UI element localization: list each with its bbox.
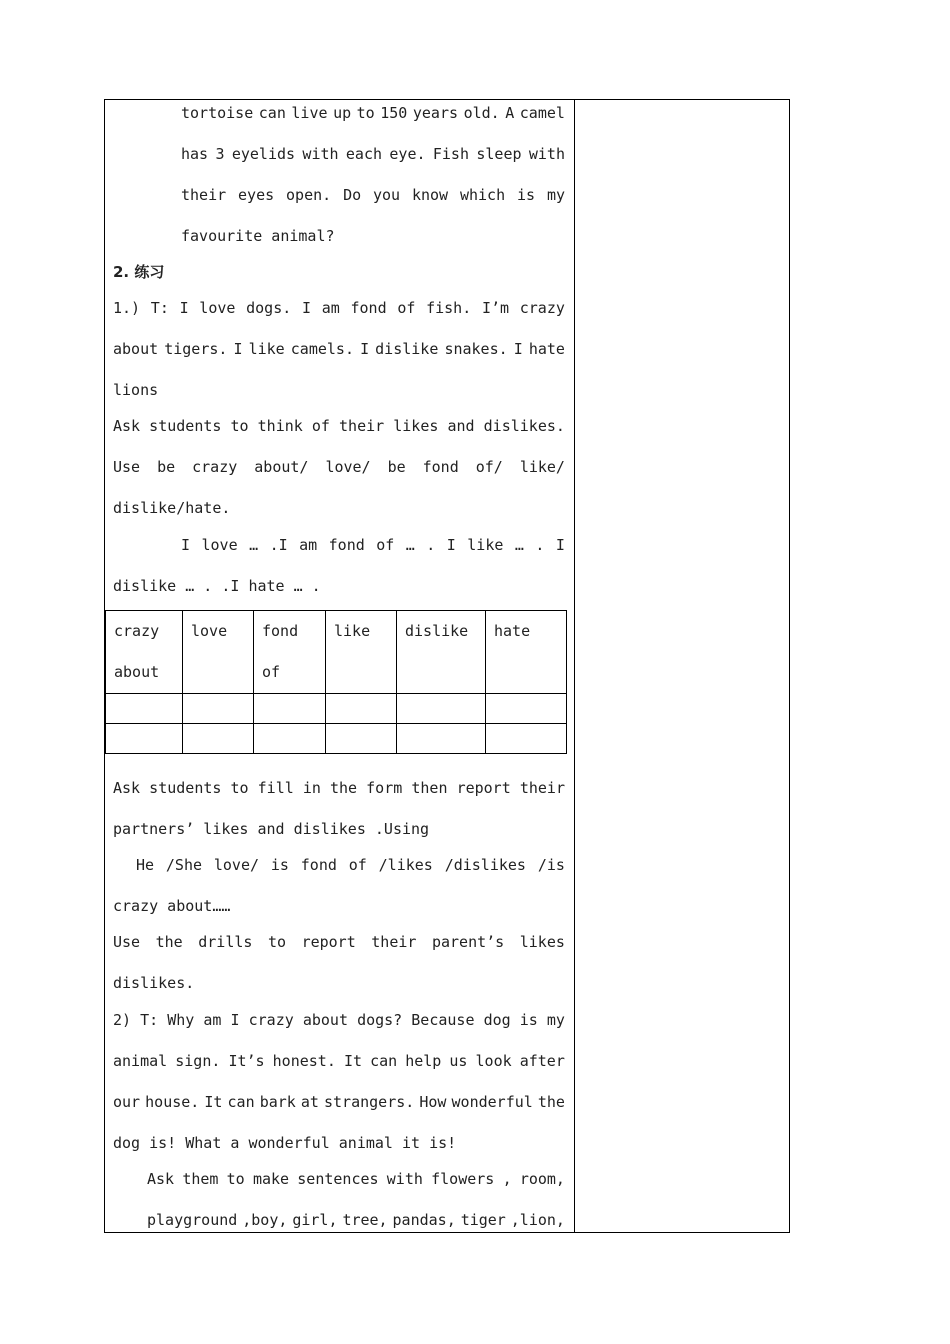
word: .: [535, 536, 545, 554]
word: I: [181, 536, 191, 554]
word: look: [475, 1052, 512, 1070]
word: fond: [350, 299, 387, 317]
word: eye.: [389, 145, 426, 163]
word: fill: [257, 779, 294, 797]
word: which: [459, 186, 506, 204]
word: I: [233, 340, 243, 358]
word: their: [339, 417, 385, 435]
word: I: [360, 340, 370, 358]
word: drills: [198, 933, 253, 951]
word: can: [227, 1093, 255, 1111]
table-cell: [326, 694, 397, 724]
word: Because: [411, 1011, 475, 1029]
table-cell: [486, 724, 567, 754]
part2-line: [113, 1052, 565, 1070]
word: with: [528, 145, 565, 163]
word: animal: [113, 1052, 168, 1070]
word: about/: [254, 458, 309, 476]
word: be: [157, 458, 176, 476]
word: 150: [380, 104, 408, 122]
word: honest.: [272, 1052, 336, 1070]
table-cell: [397, 694, 486, 724]
word: tortoise: [181, 104, 254, 122]
word: of: [311, 417, 330, 435]
word: dogs?: [357, 1011, 403, 1029]
word: like/: [519, 458, 565, 476]
word: It’s: [228, 1052, 265, 1070]
word: fond: [300, 856, 337, 874]
part1-line: [113, 417, 565, 435]
word: their: [519, 779, 565, 797]
word: love/: [213, 856, 260, 874]
word: ,: [502, 1170, 512, 1188]
word: room,: [519, 1170, 565, 1188]
likes-table: [105, 610, 567, 754]
part1-line: [113, 299, 565, 317]
word: and: [447, 417, 475, 435]
word: likes: [393, 417, 439, 435]
word: pandas,: [392, 1211, 456, 1229]
word: dislike: [375, 340, 439, 358]
word: is: [519, 1011, 538, 1029]
word: T:: [140, 1011, 159, 1029]
word: bark: [259, 1093, 296, 1111]
word: strangers.: [324, 1093, 415, 1111]
word: live: [291, 104, 328, 122]
word: with: [386, 1170, 423, 1188]
word: fond: [328, 536, 365, 554]
word: form: [366, 779, 403, 797]
part1b-line: crazy about……: [113, 897, 231, 915]
word: can: [370, 1052, 398, 1070]
word: to: [267, 933, 287, 951]
table-header-cell: dislike: [397, 611, 486, 694]
word: 3: [215, 145, 225, 163]
word: old.: [463, 104, 500, 122]
word: fond: [422, 458, 459, 476]
table-cell: [106, 724, 183, 754]
word: He: [136, 856, 155, 874]
word: report: [301, 933, 356, 951]
word: 1.): [113, 299, 141, 317]
word: A: [505, 104, 515, 122]
word: of: [376, 536, 395, 554]
word: …: [249, 536, 259, 554]
word: open.: [286, 186, 332, 204]
word: ,boy,: [242, 1211, 288, 1229]
part1b-line: partners’ likes and dislikes .Using: [113, 820, 430, 838]
word: dislikes.: [483, 417, 565, 435]
part2-line: [113, 1011, 565, 1029]
word: playground: [147, 1211, 238, 1229]
word: my: [546, 186, 565, 204]
word: like: [248, 340, 285, 358]
part1b-line: dislikes.: [113, 974, 195, 992]
table-header-cell: like: [326, 611, 397, 694]
word: up: [333, 104, 352, 122]
table-header-cell: hate: [486, 611, 567, 694]
word: camels.: [290, 340, 354, 358]
table-header-row: [106, 611, 567, 694]
intro-line: favourite animal?: [181, 227, 335, 245]
word: to: [226, 1170, 245, 1188]
table-cell: [397, 724, 486, 754]
word: house.: [145, 1093, 200, 1111]
table-header-cell: crazy about: [106, 611, 183, 694]
word: tree,: [342, 1211, 388, 1229]
word: can: [258, 104, 286, 122]
word: my: [546, 1011, 565, 1029]
word: How: [419, 1093, 447, 1111]
word: tiger: [460, 1211, 506, 1229]
word: flowers: [431, 1170, 495, 1188]
word: am: [321, 299, 340, 317]
column-divider: [574, 99, 575, 1233]
table-row: [106, 724, 567, 754]
word: .: [426, 536, 436, 554]
table-header-cell: love: [183, 611, 254, 694]
word: I: [446, 536, 456, 554]
word: girl,: [292, 1211, 338, 1229]
word: think: [257, 417, 303, 435]
word: camel: [519, 104, 565, 122]
word: has: [181, 145, 209, 163]
word: /is: [537, 856, 565, 874]
word: …: [514, 536, 524, 554]
section-heading: 2. 练习: [113, 263, 165, 281]
word: of: [348, 856, 367, 874]
part2-line: [113, 1093, 565, 1111]
word: …: [405, 536, 415, 554]
table-cell: [486, 694, 567, 724]
word: Why: [167, 1011, 195, 1029]
word: Use: [113, 933, 141, 951]
word: is: [517, 186, 536, 204]
word: Do: [343, 186, 362, 204]
word: us: [449, 1052, 468, 1070]
word: in: [302, 779, 321, 797]
word: It: [204, 1093, 223, 1111]
word: like: [467, 536, 504, 554]
part1-line: [113, 340, 565, 358]
word: I: [179, 299, 189, 317]
intro-line: [181, 186, 565, 204]
word: I: [555, 536, 565, 554]
word: to: [230, 779, 249, 797]
part2-line: [147, 1211, 565, 1229]
word: ,lion,: [510, 1211, 565, 1229]
word: their: [181, 186, 227, 204]
word: likes: [519, 933, 565, 951]
table-cell: [183, 694, 254, 724]
table-row: [106, 694, 567, 724]
word: crazy: [192, 458, 238, 476]
word: am: [203, 1011, 222, 1029]
word: love: [199, 299, 236, 317]
table-cell: [326, 724, 397, 754]
word: the: [329, 779, 358, 797]
word: each: [345, 145, 383, 163]
word: the: [537, 1093, 565, 1111]
word: tigers.: [164, 340, 228, 358]
word: at: [300, 1093, 319, 1111]
part1-line: [113, 458, 565, 476]
part2-line: dog is! What a wonderful animal it is!: [113, 1134, 457, 1152]
word: help: [405, 1052, 442, 1070]
word: students: [149, 779, 222, 797]
word: crazy: [519, 299, 565, 317]
word: know: [411, 186, 449, 204]
word: hate: [528, 340, 565, 358]
intro-line: [181, 104, 565, 122]
table-header-cell: fond of: [254, 611, 326, 694]
word: I’m: [481, 299, 510, 317]
word: them: [182, 1170, 219, 1188]
word: you: [373, 186, 401, 204]
word: It: [343, 1052, 362, 1070]
word: with: [302, 145, 339, 163]
word: love/: [325, 458, 371, 476]
word: after: [519, 1052, 565, 1070]
part1-line: [181, 536, 565, 554]
word: years: [412, 104, 459, 122]
word: snakes.: [444, 340, 508, 358]
word: T:: [150, 299, 169, 317]
word: dog: [483, 1011, 511, 1029]
table-cell: [183, 724, 254, 754]
word: Fish: [432, 145, 469, 163]
word: sign.: [175, 1052, 221, 1070]
table-cell: [106, 694, 183, 724]
part1-line: dislike … . .I hate … .: [113, 577, 321, 595]
word: their: [371, 933, 417, 951]
word: /likes: [378, 856, 433, 874]
word: I: [301, 299, 312, 317]
intro-line: [181, 145, 565, 163]
word: about: [113, 340, 159, 358]
word: /dislikes: [444, 856, 526, 874]
word: make: [252, 1170, 290, 1188]
table-cell: [254, 724, 326, 754]
word: sleep: [476, 145, 522, 163]
word: crazy: [248, 1011, 294, 1029]
word: fish.: [426, 299, 472, 317]
word: 2): [113, 1011, 132, 1029]
word: I: [513, 340, 523, 358]
word: parent’s: [431, 933, 505, 951]
word: wonderful: [451, 1093, 533, 1111]
word: I: [230, 1011, 240, 1029]
word: our: [113, 1093, 141, 1111]
word: eyelids: [231, 145, 296, 163]
word: eyes: [238, 186, 275, 204]
word: Ask: [147, 1170, 175, 1188]
word: Ask: [113, 779, 141, 797]
word: .I: [269, 536, 288, 554]
word: of: [397, 299, 416, 317]
word: about: [302, 1011, 348, 1029]
word: to: [230, 417, 249, 435]
word: the: [155, 933, 183, 951]
word: is: [270, 856, 289, 874]
word: to: [356, 104, 375, 122]
word: love: [201, 536, 238, 554]
part1-line: lions: [113, 381, 159, 399]
part2-line: [147, 1170, 565, 1188]
part1-line: dislike/hate.: [113, 499, 231, 517]
part1b-line: [136, 856, 565, 874]
word: /She: [165, 856, 203, 874]
part1b-line: [113, 779, 565, 797]
word: dogs.: [246, 299, 292, 317]
table-cell: [254, 694, 326, 724]
word: be: [387, 458, 406, 476]
part1b-line: [113, 933, 565, 951]
word: then: [411, 779, 448, 797]
word: am: [299, 536, 318, 554]
word: Ask: [113, 417, 141, 435]
word: Use: [113, 458, 141, 476]
word: sentences: [297, 1170, 379, 1188]
word: report: [456, 779, 511, 797]
word: students: [149, 417, 222, 435]
word: of/: [475, 458, 503, 476]
